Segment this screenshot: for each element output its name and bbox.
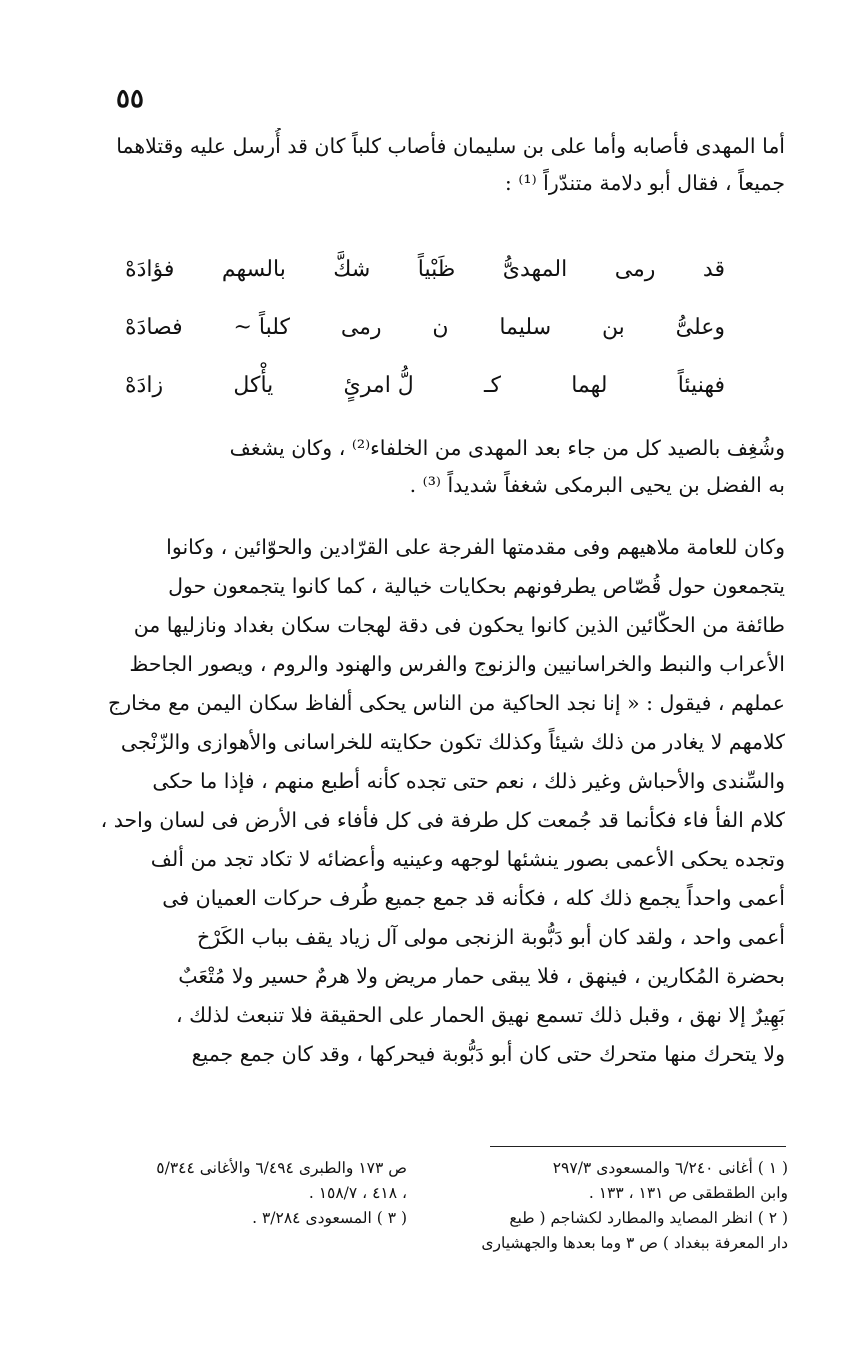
poem-word: بالسهم [221, 257, 286, 282]
text-line: بحضرة المُكارين ، فينهق ، فلا يبقى حمار مريض ولا هرمٌ حسير ولا مُتْعَبٌ [178, 964, 785, 988]
poem-word: ظَبْياً [417, 257, 456, 282]
text-line: كلامهم لا يغادر من ذلك شيئاً وكذلك تكون حكايته للخراسانى والأهوازى والزّنْجى [120, 730, 785, 754]
poem-word: زادَهْ [125, 373, 164, 398]
text-line: به الفضل بن يحيى البرمكى شغفاً شديداً ⁽³⁾ . [409, 473, 785, 497]
poem-word: سليما [499, 315, 552, 340]
paragraph-entertainment [55, 528, 785, 1074]
text-line: وتجده يحكى الأعمى بصور ينشئها لوجهه وعينيه وأعضائه لا تكاد تجد من ألف [150, 847, 785, 871]
footnote-line: ( ١ ) أغانى ٦/٢٤٠ والمسعودى ٢٩٧/٣ [552, 1159, 788, 1177]
footnote-line: وابن الطقطقى ص ١٣١ ، ١٣٣ . [588, 1184, 788, 1202]
footnote-divider [490, 1146, 786, 1147]
poem-word: فهنيئاً [677, 373, 725, 398]
poem-word: شكَّ [333, 257, 371, 282]
text-line: أما المهدى فأصابه وأما على بن سليمان فأصاب كلباً كان قد أُرسل عليه وقتلاهما [116, 134, 785, 158]
poem-word: لُّ امرئٍ [343, 373, 414, 398]
text-line: وكان للعامة ملاهيهم وفى مقدمتها الفرجة على القرّادين والحوّائين ، وكانوا [166, 535, 785, 559]
footnote-line: ، ٤١٨ ، ١٥٨/٧ . [308, 1184, 407, 1202]
poem-word: وعلىُّ [675, 315, 725, 340]
footnotes-left-column [77, 1156, 407, 1231]
footnote-line: ص ١٧٣ والطبرى ٦/٤٩٤ والأغانى ٥/٣٤٤ [156, 1159, 407, 1177]
poem-word: رمى [614, 257, 656, 282]
text-line: الأعراب والنبط والخراسانيين والزنوج والفرس والهنود والروم ، ويصور الجاحظ [129, 652, 785, 676]
text-line: كلام الفأ فاء فكأنما قد جُمعت كل طرفة فى كل فأفاء فى الأرض فى لسان واحد ، [100, 808, 785, 832]
poem-word: قد [702, 257, 725, 282]
poem-word: كلباً ~ [233, 315, 290, 340]
poem-word: فؤادَهْ [125, 257, 175, 282]
text-line: والسِّندى والأحباش وغير ذلك ، نعم حتى تجده كأنه أطبع منهم ، فإذا ما حكى [152, 769, 785, 793]
footnote-line: دار المعرفة ببغداد ) ص ٣ وما بعدها والجهشيارى [481, 1234, 788, 1252]
paragraph-intro [55, 128, 785, 202]
poem-word: كـ [484, 373, 501, 398]
text-line: جميعاً ، فقال أبو دلامة متندّراً ⁽¹⁾ : [504, 171, 785, 195]
poem-word: رمى [340, 315, 382, 340]
footnote-line: ( ٣ ) المسعودى ٣/٢٨٤ . [252, 1209, 407, 1227]
poem-verse [125, 361, 725, 419]
text-line: عملهم ، فيقول : « إنا نجد الحاكية من الناس يحكى ألفاظ سكان اليمن مع مخارج [107, 691, 785, 715]
poem-word: فصادَهْ [125, 315, 183, 340]
footnotes-right-column [448, 1156, 788, 1256]
poem [125, 245, 725, 419]
poem-word: يأْكل [233, 373, 274, 398]
text-line: ولا يتحرك منها متحرك حتى كان أبو دَبُّوبة فيحركها ، وقد كان جمع جميع [191, 1042, 785, 1066]
text-line: أعمى واحداً يجمع ذلك كله ، فكأنه قد جمع جميع طُرف حركات العميان فى [162, 886, 785, 910]
text-line: طائفة من الحكّائين الذين كانوا يحكون فى دقة لهجات سكان بغداد ونازليها من [133, 613, 785, 637]
poem-word: بن [601, 315, 625, 340]
poem-word: المهدىُّ [502, 257, 568, 282]
poem-word: لهما [571, 373, 608, 398]
poem-word: ن [432, 315, 449, 340]
text-line: وشُغِف بالصيد كل من جاء بعد المهدى من الخلفاء⁽²⁾ ، وكان يشغف [229, 436, 785, 460]
paragraph-hunting [55, 430, 785, 504]
text-line: بَهِيرٌ إلا نهق ، وقبل ذلك تسمع نهيق الحمار على الحقيقة فلا تنبعث لذلك ، [175, 1003, 785, 1027]
text-line: يتجمعون حول قُصّاص يطرفونهم بحكايات خيالية ، كما كانوا يتجمعون حول [168, 574, 785, 598]
page-number: ٥٥ [116, 84, 144, 114]
poem-verse [125, 245, 725, 303]
poem-verse [125, 303, 725, 361]
text-line: أعمى واحد ، ولقد كان أبو دَبُّوبة الزنجى مولى آل زياد يقف بباب الكَرْخ [197, 925, 785, 949]
footnote-line: ( ٢ ) انظر المصايد والمطارد لكشاجم ( طبع [509, 1209, 788, 1227]
